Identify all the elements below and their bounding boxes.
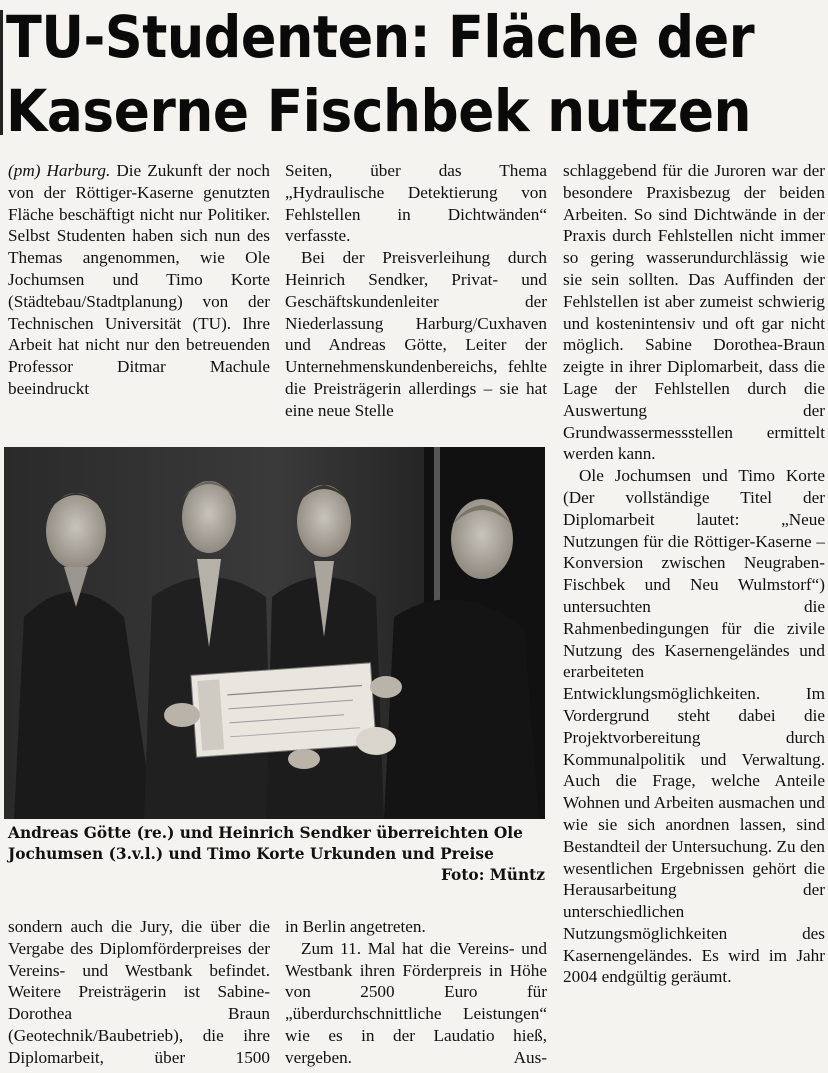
column-3-paragraph-2: Ole Jochumsen und Timo Korte (Der vollständige Titel der Diplomarbeit lautet: „Neue Nutzungen für die Röttiger-Kaserne – Konversion zwischen Neugraben-Fischbek und Neu Wulmstorf“) untersuchten die Rahmenbedingungen für die zivile Nutzung des Kasernengeländes und erarbeiteten Entwicklungsmöglichkeiten. Im Vordergrund steht dabei die Projektvorbereitung durch Kommunalpolitik und Verwaltung. Auch die Frage, welche Anteile Wohnen und Arbeiten ausmachen und wie sie sich anordnen lassen, sind Bestandteil der Untersuchung. Zu den wesentlichen Ergebnissen gehört die Herausarbeitung der unterschiedlichen Nutzungsmöglichkeiten des Kasernengeländes. Es wird im Jahr 2004 endgültig geräumt.: [563, 466, 825, 987]
photo-credit: Foto: Müntz: [440, 866, 545, 884]
column-2-paragraph-2: Bei der Preisverleihung durch Heinrich Sendker, Privat- und Geschäftskundenleiter der Niederlassung Harburg/Cuxhaven und Andreas Götte, Leiter der Unternehmenskundenbereichs, fehlte die Preisträgerin allerdings – sie hat eine neue Stelle: [285, 248, 547, 420]
left-margin-rule: [0, 10, 3, 135]
column-2-continued: [285, 916, 547, 1069]
column-2: [285, 160, 547, 422]
headline: [6, 0, 826, 148]
column-3-paragraph-1: schlaggebend für die Juroren war der besondere Praxisbezug der beiden Arbeiten. So sind Dichtwände in der Praxis durch Fehlstellen nicht immer so gering wasserundurchlässig wie sie sein sollten. Das Auffinden der Fehlstellen ist aber zumeist schwierig und kostenintensiv und oft gar nicht möglich. Sabine Dorothea-Braun zeigte in ihrer Diplomarbeit, dass die Lage der Fehlstellen durch die Auswertung der Grundwassermessstellen ermittelt werden kann.: [563, 161, 825, 464]
column-1-continued: [8, 916, 270, 1069]
column-1: [8, 160, 270, 400]
column-3: [563, 160, 825, 988]
column-2-continued-paragraph-1: in Berlin angetreten.: [285, 917, 426, 936]
headline-line-2: Kaserne Fischbek nutzen: [6, 77, 752, 145]
award-ceremony-photo: [4, 447, 545, 819]
caption-text: Andreas Götte (re.) und Heinrich Sendker überreichten Ole Jochumsen (3.v.l.) und Timo Korte Urkunden und Preise: [8, 824, 523, 863]
photo-caption: [8, 823, 545, 886]
headline-line-1: TU-Studenten: Fläche der: [6, 3, 755, 71]
column-2-continued-paragraph-2: Zum 11. Mal hat die Vereins- und Westbank ihren Förderpreis in Höhe von 2500 Euro für „überdurchschnittliche Leistungen“ wie es in der Laudatio hieß, vergeben. Aus-: [285, 938, 547, 1067]
column-2-paragraph-1: Seiten, über das Thema „Hydraulische Detektierung von Fehlstellen in Dichtwänden“ verfasste.: [285, 161, 547, 246]
press-photo: [4, 447, 545, 819]
dateline: (pm) Harburg.: [8, 161, 111, 180]
column-1-text: Die Zukunft der noch von der Röttiger-Kaserne genutzten Fläche beschäftigt nicht nur Politiker. Selbst Studenten haben sich nun des Themas angenommen, wie Ole Jochumsen und Timo Korte (Städtebau/Stadtplanung) von der Technischen Universität (TU). Ihre Arbeit hat nicht nur den betreuenden Professor Ditmar Machule beeindruckt: [8, 161, 271, 398]
column-1-continued-text: sondern auch die Jury, die über die Vergabe des Diplomförderpreises der Vereins- und Westbank befindet. Weitere Preisträgerin ist Sabine-Dorothea Braun (Geotechnik/Baubetrieb), die ihre Diplomarbeit, über 1500: [8, 917, 270, 1067]
